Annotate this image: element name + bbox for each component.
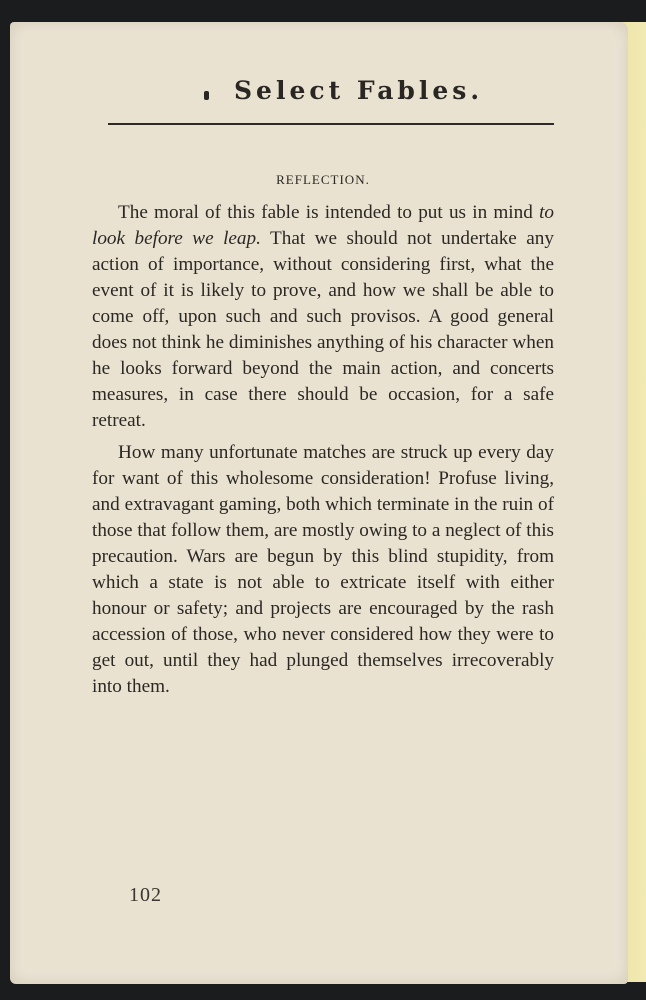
paragraph-1 — [92, 200, 554, 434]
paragraph-2: How many unfortunate matches are struck up every day for want of this wholesome consideration! Profuse living, and extravagant gaming, both which terminate in the ruin of those that follow them, are mostly owing to a neglect of this precaution. Wars are begun by this blind stupidity, from which a state is not able to extricate itself with either honour or safety; and projects are encouraged by the rash accession of those, who never considered how they were to get out, until they had plunged themselves irrecoverably into them. — [92, 442, 554, 697]
paragraph-1-emphasis: to look before we leap. — [92, 202, 554, 249]
body-text — [92, 200, 554, 700]
paragraph-1-lead: The moral of this fable is intended to put us in mind — [118, 202, 540, 223]
section-heading: REFLECTION. — [276, 172, 370, 187]
header-bullet — [204, 91, 209, 100]
running-head: Select Fables. — [234, 76, 484, 105]
header-rule — [108, 123, 554, 125]
paragraph-1-rest: That we should not undertake any action of importance, without considering first, what the event of it is likely to prove, and how we shall be able to come off, upon such and such provisos. A good general does not think he diminishes anything of his character when he looks forward beyond the main action, and concerts measures, in case there should be occasion, for a safe retreat. — [92, 228, 554, 431]
page-number: 102 — [129, 884, 162, 906]
